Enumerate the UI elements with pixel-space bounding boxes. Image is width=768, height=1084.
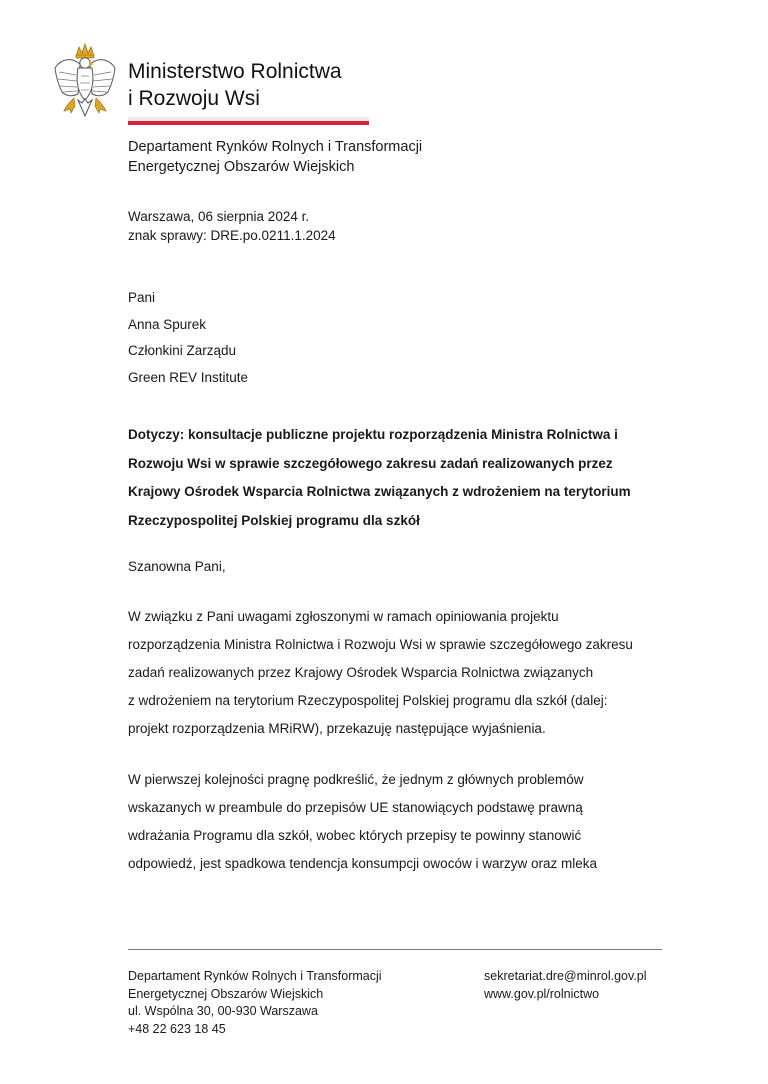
footer-address [128,968,382,1038]
letter-subject: Dotyczy: konsultacje publiczne projektu rozporządzenia Ministra Rolnictwa i Rozwoju Wsi w sprawie szczegółowego zakresu zadań realizowanych przez Krajowy Ośrodek Wsparcia Rolnictwa związanych z wdrożeniem na terytorium Rzeczypospolitej Polskiej programu dla szkół [128,427,631,528]
polish-eagle-icon [52,42,118,126]
paragraph-line: rozporządzenia Ministra Rolnictwa i Rozwoju Wsi w sprawie szczegółowego zakresu [128,637,633,652]
recipient-position: Członkini Zarządu [128,343,237,358]
ministry-name-line1: Ministerstwo Rolnictwa [128,60,342,83]
footer-website[interactable]: www.gov.pl/rolnictwo [484,986,600,1001]
letter-meta [128,207,336,245]
department-name [128,137,422,177]
footer-street: ul. Wspólna 30, 00-930 Warszawa [128,1004,318,1018]
body-paragraph-1 [128,607,663,747]
recipient-block [128,288,248,394]
greeting: Szanowna Pani, [128,559,226,574]
footer-contact [484,968,647,1003]
paragraph-line: W związku z Pani uwagami zgłoszonymi w ramach opiniowania projektu [128,609,559,624]
footer-dept-line1: Departament Rynków Rolnych i Transformacji [128,969,382,983]
footer-phone: +48 22 623 18 45 [128,1021,226,1036]
paragraph-line: wdrażania Programu dla szkół, wobec których przepisy te powinny stanowić [128,828,582,843]
body-paragraph-2 [128,770,663,882]
recipient-name: Anna Spurek [128,316,207,332]
case-reference: znak sprawy: DRE.po.0211.1.2024 [128,228,336,243]
paragraph-line: wskazanych w preambule do przepisów UE stanowiących podstawę prawną [128,800,583,815]
paragraph-line: projekt rozporządzenia MRiRW), przekazuję następujące wyjaśnienia. [128,721,546,736]
flag-stripe [128,117,369,125]
ministry-name [128,58,342,112]
department-line2: Energetycznej Obszarów Wiejskich [128,159,355,175]
recipient-title: Pani [128,290,156,305]
department-line1: Departament Rynków Rolnych i Transformacji [128,139,423,155]
footer-dept-line2: Energetycznej Obszarów Wiejskich [128,986,324,1001]
paragraph-line: z wdrożeniem na terytorium Rzeczypospolitej Polskiej programu dla szkół (dalej: [128,693,608,708]
paragraph-line: zadań realizowanych przez Krajowy Ośrodek Wsparcia Rolnictwa związanych [128,665,594,680]
footer-divider [128,949,662,950]
footer-email[interactable]: sekretariat.dre@minrol.gov.pl [484,969,647,983]
ministry-name-line2: i Rozwoju Wsi [128,87,260,110]
paragraph-line: W pierwszej kolejności pragnę podkreślić, że jednym z głównych problemów [128,772,584,787]
flag-red-stripe [128,121,369,125]
paragraph-line: odpowiedź, jest spadkowa tendencja konsumpcji owoców i warzyw oraz mleka [128,856,597,871]
place-date: Warszawa, 06 sierpnia 2024 r. [128,209,310,224]
recipient-organization: Green REV Institute [128,369,249,385]
